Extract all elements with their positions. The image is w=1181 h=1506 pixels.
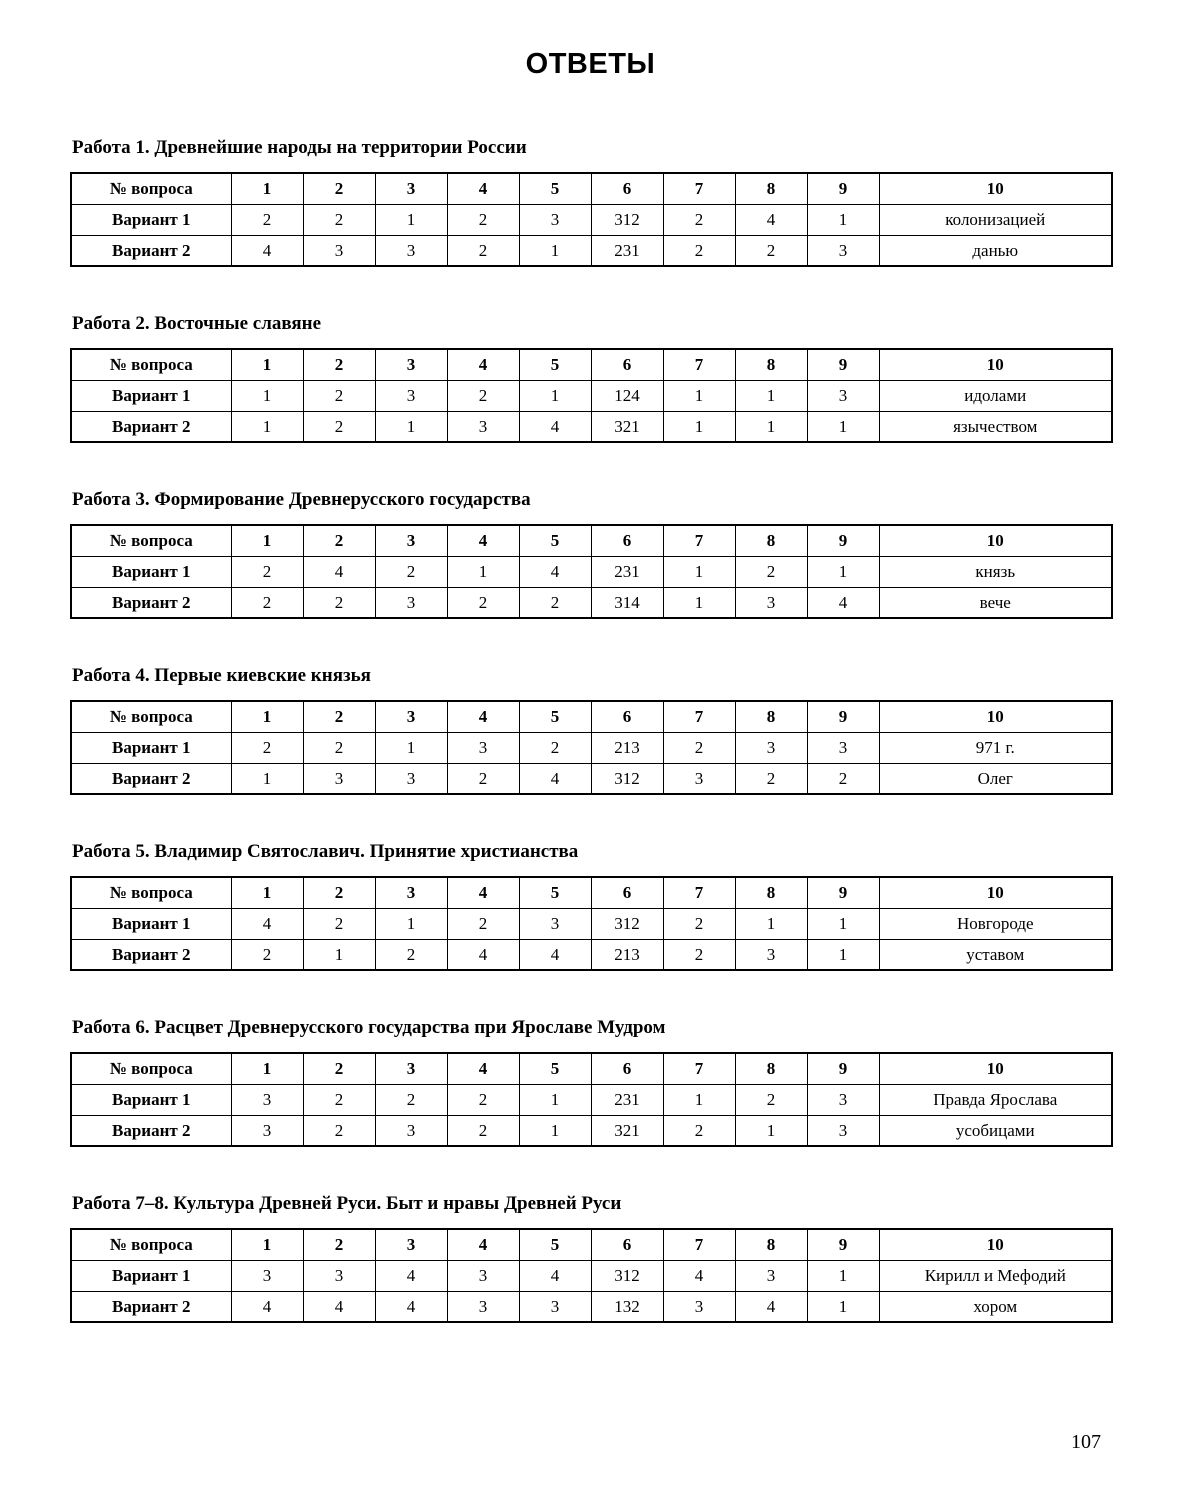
variant-row	[71, 908, 1112, 939]
answer-cell: 971 г.	[879, 732, 1112, 763]
answer-cell: 3	[447, 411, 519, 442]
answer-cell: Кирилл и Мефодий	[879, 1260, 1112, 1291]
answer-cell: 1	[807, 908, 879, 939]
answer-cell: 1	[519, 1115, 591, 1146]
work-section	[70, 137, 1111, 267]
column-header: 7	[663, 349, 735, 380]
answer-cell: 4	[519, 556, 591, 587]
answer-cell: 4	[519, 763, 591, 794]
answer-cell: 1	[519, 1084, 591, 1115]
answer-cell: 3	[231, 1084, 303, 1115]
answer-cell: Новгороде	[879, 908, 1112, 939]
answer-cell: 2	[231, 204, 303, 235]
answer-cell: 1	[231, 763, 303, 794]
answer-cell: 1	[735, 1115, 807, 1146]
column-header: 1	[231, 701, 303, 732]
header-row	[71, 701, 1112, 732]
work-section	[70, 313, 1111, 443]
column-header: 7	[663, 701, 735, 732]
answer-cell: 3	[303, 1260, 375, 1291]
answer-cell: 4	[519, 411, 591, 442]
column-header: 8	[735, 525, 807, 556]
variant-row	[71, 556, 1112, 587]
answer-cell: 1	[735, 908, 807, 939]
column-header: 7	[663, 1053, 735, 1084]
column-header: 1	[231, 173, 303, 204]
column-header: 10	[879, 173, 1112, 204]
work-title: Работа 2. Восточные славяне	[72, 313, 322, 334]
column-header: 5	[519, 877, 591, 908]
answer-cell: 2	[303, 1115, 375, 1146]
column-header: 3	[375, 701, 447, 732]
column-header: 2	[303, 1229, 375, 1260]
column-header: 6	[591, 1229, 663, 1260]
answer-cell: 3	[231, 1260, 303, 1291]
answer-cell: 4	[807, 587, 879, 618]
answer-cell: 1	[663, 1084, 735, 1115]
column-header: 9	[807, 1229, 879, 1260]
answers-table	[70, 348, 1113, 443]
answer-cell: 2	[447, 763, 519, 794]
question-number-label: № вопроса	[71, 173, 231, 204]
answer-cell: 3	[735, 732, 807, 763]
variant-row	[71, 380, 1112, 411]
answers-table	[70, 1228, 1113, 1323]
column-header: 6	[591, 1053, 663, 1084]
column-header: 4	[447, 701, 519, 732]
column-header: 8	[735, 173, 807, 204]
answer-cell: 2	[735, 763, 807, 794]
work-section	[70, 1017, 1111, 1147]
column-header: 5	[519, 1229, 591, 1260]
column-header: 3	[375, 1053, 447, 1084]
work-title: Работа 5. Владимир Святославич. Принятие христианства	[72, 841, 579, 862]
header-row	[71, 1229, 1112, 1260]
column-header: 9	[807, 525, 879, 556]
variant-label: Вариант 1	[71, 732, 231, 763]
answer-cell: 1	[807, 1260, 879, 1291]
answer-cell: 2	[663, 908, 735, 939]
variant-label: Вариант 2	[71, 235, 231, 266]
column-header: 4	[447, 1229, 519, 1260]
answer-cell: 2	[663, 235, 735, 266]
question-number-label: № вопроса	[71, 349, 231, 380]
answer-cell: 1	[519, 235, 591, 266]
column-header: 6	[591, 525, 663, 556]
answer-cell: 1	[375, 204, 447, 235]
answer-cell: 2	[735, 556, 807, 587]
answer-cell: 312	[591, 908, 663, 939]
column-header: 2	[303, 173, 375, 204]
answer-cell: 2	[447, 380, 519, 411]
column-header: 3	[375, 349, 447, 380]
answer-cell: Олег	[879, 763, 1112, 794]
column-header: 5	[519, 349, 591, 380]
work-section	[70, 1193, 1111, 1323]
work-section	[70, 841, 1111, 971]
column-header: 9	[807, 1053, 879, 1084]
answer-cell: 2	[663, 732, 735, 763]
answer-cell: 4	[375, 1291, 447, 1322]
answer-cell: 3	[735, 587, 807, 618]
header-row	[71, 1053, 1112, 1084]
answer-cell: 3	[303, 235, 375, 266]
answer-cell: 312	[591, 763, 663, 794]
answer-cell: 2	[447, 235, 519, 266]
column-header: 2	[303, 1053, 375, 1084]
column-header: 1	[231, 1053, 303, 1084]
answer-cell: 231	[591, 1084, 663, 1115]
answer-cell: язычеством	[879, 411, 1112, 442]
variant-row	[71, 1260, 1112, 1291]
answer-cell: 2	[663, 1115, 735, 1146]
answer-cell: 3	[807, 732, 879, 763]
answer-cell: 3	[519, 204, 591, 235]
answer-cell: 231	[591, 235, 663, 266]
answer-cell: 3	[375, 1115, 447, 1146]
column-header: 9	[807, 877, 879, 908]
answer-cell: 4	[447, 939, 519, 970]
column-header: 3	[375, 525, 447, 556]
answer-cell: 321	[591, 411, 663, 442]
column-header: 10	[879, 525, 1112, 556]
column-header: 10	[879, 701, 1112, 732]
variant-label: Вариант 2	[71, 1291, 231, 1322]
work-title: Работа 4. Первые киевские князья	[72, 665, 371, 686]
answer-cell: 1	[519, 380, 591, 411]
question-number-label: № вопроса	[71, 877, 231, 908]
column-header: 5	[519, 701, 591, 732]
answer-cell: 3	[735, 939, 807, 970]
answer-cell: 2	[447, 1084, 519, 1115]
answer-cell: 3	[663, 1291, 735, 1322]
answer-cell: 1	[807, 411, 879, 442]
answer-cell: 3	[519, 908, 591, 939]
answer-cell: князь	[879, 556, 1112, 587]
work-section	[70, 489, 1111, 619]
variant-row	[71, 1115, 1112, 1146]
column-header: 7	[663, 525, 735, 556]
column-header: 9	[807, 349, 879, 380]
answer-cell: 1	[375, 908, 447, 939]
answer-cell: 2	[375, 939, 447, 970]
variant-label: Вариант 2	[71, 587, 231, 618]
column-header: 7	[663, 1229, 735, 1260]
answer-cell: 2	[375, 556, 447, 587]
variant-label: Вариант 1	[71, 204, 231, 235]
column-header: 1	[231, 525, 303, 556]
work-title: Работа 1. Древнейшие народы на территории России	[72, 137, 527, 158]
answer-cell: 2	[447, 204, 519, 235]
column-header: 9	[807, 173, 879, 204]
variant-label: Вариант 2	[71, 939, 231, 970]
answer-cell: 3	[375, 380, 447, 411]
answer-cell: уставом	[879, 939, 1112, 970]
variant-row	[71, 1291, 1112, 1322]
answer-cell: 3	[303, 763, 375, 794]
column-header: 8	[735, 349, 807, 380]
answers-table	[70, 1052, 1113, 1147]
answer-cell: 2	[303, 1084, 375, 1115]
column-header: 1	[231, 877, 303, 908]
answer-cell: усобицами	[879, 1115, 1112, 1146]
variant-row	[71, 732, 1112, 763]
answer-cell: 2	[231, 732, 303, 763]
answer-cell: 2	[375, 1084, 447, 1115]
column-header: 4	[447, 1053, 519, 1084]
answer-cell: 1	[807, 556, 879, 587]
column-header: 4	[447, 173, 519, 204]
answer-cell: 314	[591, 587, 663, 618]
answer-cell: 1	[807, 939, 879, 970]
column-header: 8	[735, 701, 807, 732]
column-header: 4	[447, 877, 519, 908]
answer-cell: 2	[735, 235, 807, 266]
column-header: 6	[591, 877, 663, 908]
answer-cell: 2	[447, 587, 519, 618]
column-header: 10	[879, 349, 1112, 380]
column-header: 2	[303, 349, 375, 380]
answer-cell: 4	[231, 908, 303, 939]
answer-cell: 1	[447, 556, 519, 587]
column-header: 1	[231, 1229, 303, 1260]
answer-cell: 1	[807, 204, 879, 235]
answer-cell: 3	[807, 1115, 879, 1146]
answer-cell: 4	[303, 556, 375, 587]
answer-cell: 4	[735, 1291, 807, 1322]
answer-cell: 1	[735, 380, 807, 411]
column-header: 8	[735, 1053, 807, 1084]
variant-label: Вариант 1	[71, 556, 231, 587]
page-number: 107	[1071, 1431, 1101, 1453]
variant-row	[71, 235, 1112, 266]
variant-row	[71, 763, 1112, 794]
column-header: 6	[591, 701, 663, 732]
variant-row	[71, 1084, 1112, 1115]
answers-table	[70, 700, 1113, 795]
answer-cell: 3	[807, 1084, 879, 1115]
answer-cell: 1	[231, 411, 303, 442]
column-header: 6	[591, 349, 663, 380]
column-header: 4	[447, 525, 519, 556]
answer-cell: 213	[591, 732, 663, 763]
works-list	[70, 137, 1111, 1323]
column-header: 5	[519, 525, 591, 556]
answer-cell: 4	[663, 1260, 735, 1291]
header-row	[71, 349, 1112, 380]
answer-cell: 4	[519, 939, 591, 970]
answer-cell: 2	[447, 1115, 519, 1146]
answers-table	[70, 172, 1113, 267]
answer-cell: 312	[591, 204, 663, 235]
column-header: 7	[663, 877, 735, 908]
answer-cell: 1	[303, 939, 375, 970]
answers-table	[70, 524, 1113, 619]
answer-cell: 1	[375, 732, 447, 763]
answer-cell: 3	[375, 235, 447, 266]
header-row	[71, 525, 1112, 556]
answer-cell: 2	[303, 380, 375, 411]
work-title: Работа 7–8. Культура Древней Руси. Быт и нравы Древней Руси	[72, 1193, 622, 1214]
answer-cell: 2	[303, 587, 375, 618]
answer-cell: 3	[231, 1115, 303, 1146]
question-number-label: № вопроса	[71, 1053, 231, 1084]
answer-cell: 3	[735, 1260, 807, 1291]
answer-cell: 3	[807, 380, 879, 411]
answer-cell: 4	[519, 1260, 591, 1291]
column-header: 5	[519, 1053, 591, 1084]
answer-cell: 1	[375, 411, 447, 442]
column-header: 8	[735, 877, 807, 908]
answer-cell: 2	[519, 732, 591, 763]
variant-label: Вариант 2	[71, 1115, 231, 1146]
column-header: 6	[591, 173, 663, 204]
column-header: 5	[519, 173, 591, 204]
answer-cell: хором	[879, 1291, 1112, 1322]
answer-cell: 3	[447, 732, 519, 763]
answer-cell: 2	[663, 204, 735, 235]
question-number-label: № вопроса	[71, 701, 231, 732]
work-title: Работа 3. Формирование Древнерусского государства	[72, 489, 531, 510]
answer-cell: 1	[663, 587, 735, 618]
answer-cell: 4	[735, 204, 807, 235]
column-header: 2	[303, 701, 375, 732]
answer-cell: 2	[303, 732, 375, 763]
answer-cell: 1	[663, 411, 735, 442]
variant-label: Вариант 1	[71, 380, 231, 411]
answer-cell: 3	[663, 763, 735, 794]
answer-cell: 3	[375, 587, 447, 618]
header-row	[71, 877, 1112, 908]
answer-cell: 312	[591, 1260, 663, 1291]
variant-label: Вариант 1	[71, 908, 231, 939]
answer-cell: 4	[375, 1260, 447, 1291]
work-section	[70, 665, 1111, 795]
answer-cell: 213	[591, 939, 663, 970]
answer-cell: 2	[231, 587, 303, 618]
answer-cell: данью	[879, 235, 1112, 266]
column-header: 10	[879, 877, 1112, 908]
answer-cell: 3	[447, 1260, 519, 1291]
variant-label: Вариант 1	[71, 1084, 231, 1115]
answer-cell: 4	[231, 235, 303, 266]
column-header: 4	[447, 349, 519, 380]
answer-cell: Правда Ярослава	[879, 1084, 1112, 1115]
work-title: Работа 6. Расцвет Древнерусского государства при Ярославе Мудром	[72, 1017, 666, 1038]
variant-label: Вариант 2	[71, 411, 231, 442]
answers-table	[70, 876, 1113, 971]
answer-cell: 2	[303, 411, 375, 442]
answer-cell: 321	[591, 1115, 663, 1146]
answer-cell: 124	[591, 380, 663, 411]
variant-row	[71, 204, 1112, 235]
answer-cell: 3	[375, 763, 447, 794]
column-header: 7	[663, 173, 735, 204]
answer-cell: 3	[519, 1291, 591, 1322]
answer-cell: 2	[303, 204, 375, 235]
answer-cell: вече	[879, 587, 1112, 618]
question-number-label: № вопроса	[71, 1229, 231, 1260]
answer-cell: 3	[807, 235, 879, 266]
page-title: ОТВЕТЫ	[525, 48, 656, 80]
answer-cell: 1	[663, 556, 735, 587]
answer-cell: 2	[519, 587, 591, 618]
answer-cell: 2	[231, 939, 303, 970]
answer-cell: 1	[735, 411, 807, 442]
answer-cell: 132	[591, 1291, 663, 1322]
variant-row	[71, 411, 1112, 442]
answer-cell: 1	[807, 1291, 879, 1322]
column-header: 10	[879, 1229, 1112, 1260]
variant-label: Вариант 2	[71, 763, 231, 794]
header-row	[71, 173, 1112, 204]
answer-cell: 231	[591, 556, 663, 587]
answer-cell: 4	[303, 1291, 375, 1322]
column-header: 2	[303, 877, 375, 908]
variant-label: Вариант 1	[71, 1260, 231, 1291]
answer-cell: 4	[231, 1291, 303, 1322]
answer-cell: 3	[447, 1291, 519, 1322]
column-header: 3	[375, 877, 447, 908]
variant-row	[71, 939, 1112, 970]
question-number-label: № вопроса	[71, 525, 231, 556]
column-header: 10	[879, 1053, 1112, 1084]
answer-cell: 2	[807, 763, 879, 794]
answer-cell: 2	[231, 556, 303, 587]
answer-cell: 2	[735, 1084, 807, 1115]
column-header: 2	[303, 525, 375, 556]
column-header: 8	[735, 1229, 807, 1260]
variant-row	[71, 587, 1112, 618]
answer-cell: 2	[447, 908, 519, 939]
answer-cell: колонизацией	[879, 204, 1112, 235]
column-header: 9	[807, 701, 879, 732]
answer-cell: идолами	[879, 380, 1112, 411]
column-header: 3	[375, 173, 447, 204]
answer-cell: 2	[663, 939, 735, 970]
column-header: 1	[231, 349, 303, 380]
column-header: 3	[375, 1229, 447, 1260]
answer-cell: 2	[303, 908, 375, 939]
answer-cell: 1	[663, 380, 735, 411]
answer-cell: 1	[231, 380, 303, 411]
